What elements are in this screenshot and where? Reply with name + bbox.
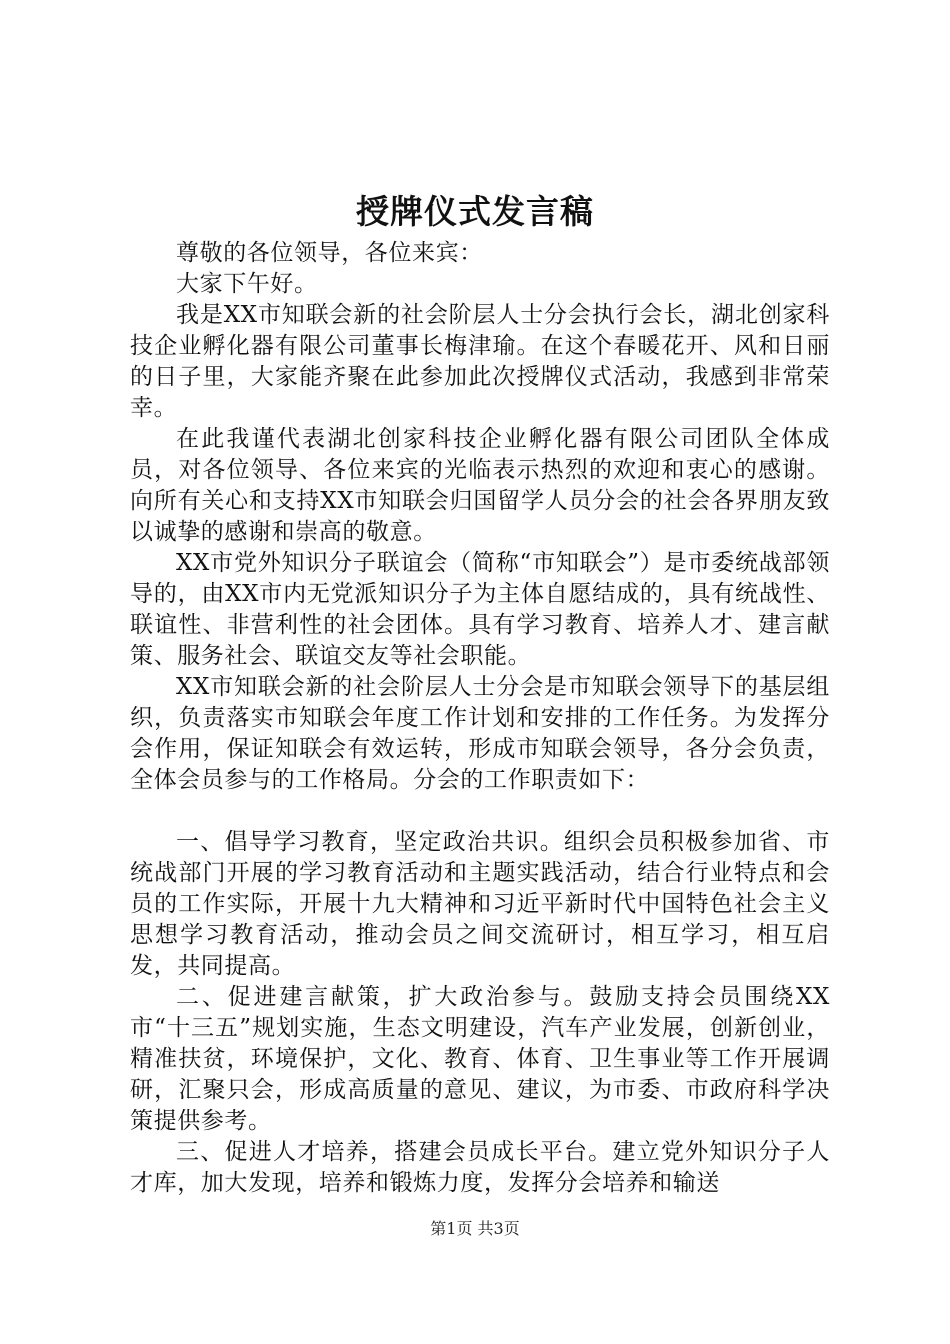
paragraph-salutation: 尊敬的各位领导，各位来宾： (176, 240, 483, 266)
paragraph-branch: XX市知联会新的社会阶层人士分会是市知联会领导下的基层组织，负责落实市知联会年度工作计划和安排的工作任务。为发挥分会作用，保证知联会有效运转，形成市知联会领导，各分会负责，全体会员参与的工作格局。分会的工作职责如下： (130, 674, 830, 793)
page-footer: 第1页 共3页 (430, 1219, 520, 1238)
paragraph-thanks: 在此我谨代表湖北创家科技企业孵化器有限公司团队全体成员，对各位领导、各位来宾的光临表示热烈的欢迎和衷心的感谢。向所有关心和支持XX市知联会归国留学人员分会的社会各界朋友致以诚挚的感谢和崇高的敬意。 (130, 426, 830, 545)
document-body (130, 238, 830, 1199)
paragraph-gap (130, 796, 830, 827)
paragraph-duty-3: 三、促进人才培养，搭建会员成长平台。建立党外知识分子人才库，加大发现，培养和锻炼力度，发挥分会培养和输送 (130, 1139, 830, 1196)
paragraph-duty-2: 二、促进建言献策，扩大政治参与。鼓励支持会员围绕XX市“十三五”规划实施，生态文明建设，汽车产业发展，创新创业，精准扶贫，环境保护，文化、教育、体育、卫生事业等工作开展调研，汇聚只会，形成高质量的意见、建议，为市委、市政府科学决策提供参考。 (130, 984, 830, 1134)
document-title: 授牌仪式发言稿 (356, 192, 594, 231)
paragraph-introduction: 我是XX市知联会新的社会阶层人士分会执行会长，湖北创家科技企业孵化器有限公司董事长梅津瑜。在这个春暖花开、风和日丽的日子里，大家能齐聚在此参加此次授牌仪式活动，我感到非常荣幸。 (130, 302, 830, 421)
paragraph-organization: XX市党外知识分子联谊会（简称“市知联会”）是市委统战部领导的，由XX市内无党派知识分子为主体自愿结成的，具有统战性、联谊性、非营利性的社会团体。具有学习教育、培养人才、建言献策、服务社会、联谊交友等社会职能。 (130, 550, 830, 669)
paragraph-greeting: 大家下午好。 (176, 271, 318, 297)
paragraph-duty-1: 一、倡导学习教育，坚定政治共识。组织会员积极参加省、市统战部门开展的学习教育活动和主题实践活动，结合行业特点和会员的工作实际，开展十九大精神和习近平新时代中国特色社会主义思想学习教育活动，推动会员之间交流研讨，相互学习，相互启发，共同提高。 (130, 829, 830, 979)
